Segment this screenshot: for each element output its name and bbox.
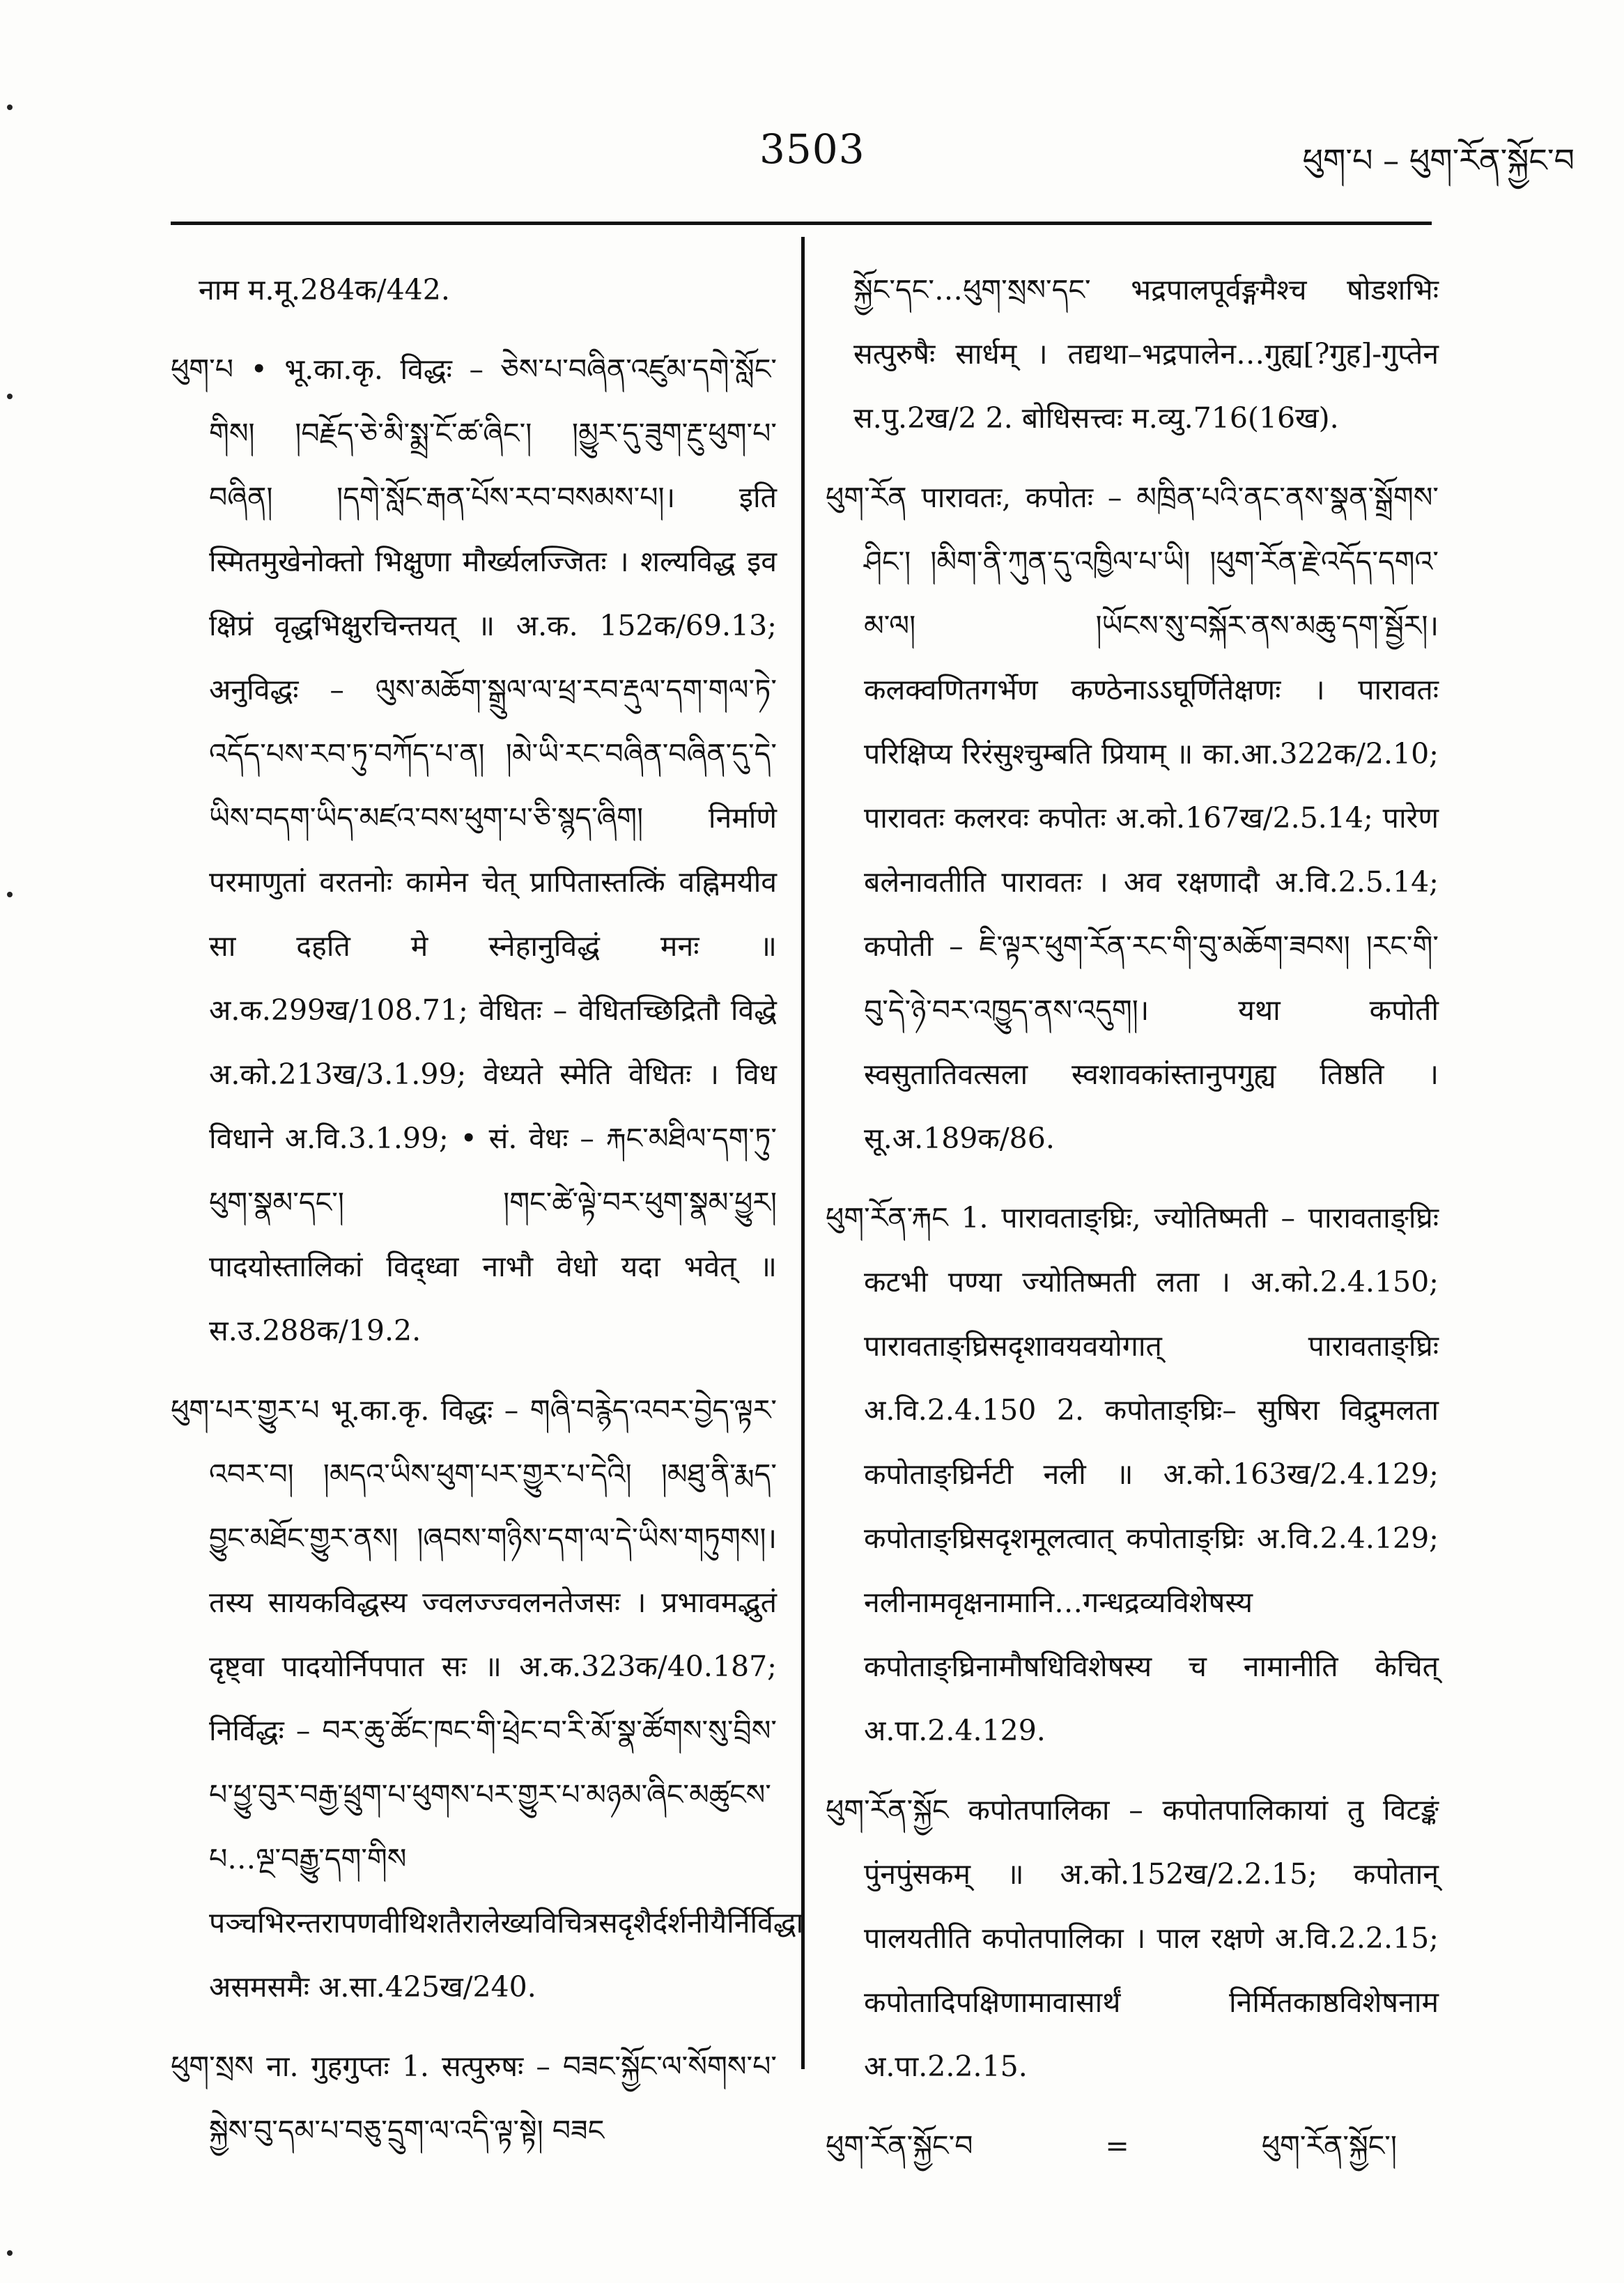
dictionary-entry: ཕུག་པར་གྱུར་པ भू.का.कृ. विद्धः – གཞི་བརྙེད་འབར་བྱེད་ལྟར་འབར་བ། །མདའ་ཡིས་ཕུག་པར་གྱུར་པ་དེའི། །མཐུ་ནི་རྨད་བྱུང་མཐོང་གྱུར་ནས། །ཞབས་གཉིས་དག་ལ་དེ་ཡིས་གཏུགས།। तस्य सायकविद्धस्य ज्वलज्ज्वलनतेजसः । प्रभावमद्भुतं दृष्ट्वा पादयोर्निपपात सः ॥ अ.क.323क/40.187; निर्विद्धः – བར་ཆུ་ཚོང་ཁང་གི་ཕྲེང་བ་རི་མོ་སྣ་ཚོགས་སུ་བྲིས་པ་ཕྱུ་བུར་བརྒྱ་ཕྲུག་པ་ཕུགས་པར་གྱུར་པ་མཉམ་ཞིང་མཚུངས་པ…ལྔ་བརྒྱུ་དག་གིས पञ्चभिरन्तरापणवीथिशतैरालेख्यविचित्रसदृशैर्दर्शनीयैर्निर्विद्धा असमसमैः अ.सा.425ख/240. <box>171 1393 804 2004</box>
entry-continuation: नाम म.मू.284क/442. <box>199 273 450 307</box>
scan-mark <box>7 2250 13 2256</box>
equals-sign: = <box>1105 2129 1129 2162</box>
dictionary-entry: ཕུག་རོན་སྐྱོང कपोतपालिका – कपोतपालिकायां तु विटङ्कं पुंनपुंसकम् ॥ अ.को.152ख/2.2.15; कपोतान् पालयतीति कपोतपालिका । पाल रक्षणे अ.वि.2.2.15; कपोतादिपक्षिणामावासार्थं निर्मितकाष्ठविशेषनाम अ.पा.2.2.15. <box>826 1793 1439 2083</box>
page-number: 3503 <box>759 125 865 173</box>
left-column <box>171 258 804 2178</box>
dictionary-entry: ཕུག་རོན་རྐང 1. पारावताङ्घ्रिः, ज्योतिष्मती – पारावताङ्घ्रिः कटभी पण्या ज्योतिष्मती लता । अ.को.2.4.150; पारावताङ्घ्रिसदृशावयवयोगात् पारावताङ्घ्रिः अ.वि.2.4.150 2. कपोताङ्घ्रिः– सुषिरा विद्रुमलता कपोताङ्घ्रिर्नटी नली ॥ अ.को.163ख/2.4.129; कपोताङ्घ्रिसदृशमूलत्वात् कपोताङ्घ्रिः अ.वि.2.4.129; नलीनामवृक्षनामानि…गन्धद्रव्यविशेषस्य कपोताङ्घ्रिनामौषधिविशेषस्य च नामानीति केचित् अ.पा.2.4.129. <box>826 1201 1439 1747</box>
scan-mark <box>7 394 13 399</box>
dictionary-entry: ཕུག་སྲས ना. गुहगुप्तः 1. सत्पुरुषः – བཟང་སྐྱོང་ལ་སོགས་པ་སྐྱེས་བུ་དམ་པ་བཅུ་དྲུག་ལ་འདི་ལྟ་སྟེ། བཟང <box>171 2050 777 2147</box>
guide-words: ཕུག་པ – ཕུག་རོན་སྐྱོང་བ <box>1302 141 1575 179</box>
scan-mark <box>7 105 13 110</box>
dictionary-entry: ཕུག་པ • भू.का.कृ. विद्धः – ཅེས་པ་བཞིན་འཛུམ་དགེ་སློང་གིས། །བརྗོད་ཅེ་མི་སྨྲ་ངོ་ཚ་ཞིང་། །མྱུར་དུ་ཟུག་རྔུ་ཕུག་པ་བཞིན། །དགེ་སློང་རྒན་པོས་རབ་བསམས་པ།। इति स्मितमुखेनोक्तो भिक्षुणा मौर्ख्यलज्जितः । शल्यविद्ध इव क्षिप्रं वृद्धभिक्षुरचिन्तयत् ॥ अ.क. 152क/69.13; अनुविद्धः – ལུས་མཆོག་སྒྲུལ་ལ་ཕྲ་རབ་རྡུལ་དག་གལ་ཏེ་འདོད་པས་རབ་ཏུ་བཀོད་པ་ན། །མེ་ཡི་རང་བཞིན་བཞིན་དུ་དེ་ཡིས་བདག་ཡིད་མཛའ་བས་ཕུག་པ་ཅི་སྙད་ཞིག། निर्माणे परमाणुतां वरतनोः कामेन चेत् प्रापितास्तत्किं वह्निमयीव सा दहति मे स्नेहानुविद्धं मनः ॥ अ.क.299ख/108.71; वेधितः – वेधितच्छिद्रितौ विद्धे अ.को.213ख/3.1.99; वेध्यते स्मेति वेधितः । विध विधाने अ.वि.3.1.99; • सं. वेधः – རྐང་མཐིལ་དག་ཏུ་ཕུག་སྣམ་དང་། །གང་ཚེ་ལྟེ་བར་ཕུག་སྣམ་ཕྱུར། पादयोस्तालिकां विद्ध्वा नाभौ वेधो यदा भवेत् ॥ स.उ.288क/19.2. <box>171 353 777 1347</box>
dictionary-entry: ཕུག་རོན पारावतः, कपोतः – མཁྲིན་པའི་ནང་ནས་སྣན་སྒྲོགས་ཤིང་། །མིག་ནི་ཀུན་དུ་འཁྱིལ་པ་ཡི། །ཕུག་རོན་རྗེ་འདོད་དགའ་མ་ལ། །ཡོངས་སུ་བསྐོར་ནས་མཆུ་དག་སྦྱོར།। कलक्वणितगर्भेण कण्ठेनाऽऽघूर्णितेक्षणः । पारावतः परिक्षिप्य रिरंसुश्चुम्बति प्रियाम् ॥ का.आ.322क/2.10; पारावतः कलरवः कपोतः अ.को.167ख/2.5.14; पारेण बलेनावतीति पारावतः । अव रक्षणादौ अ.वि.2.5.14; कपोती – ཇི་ལྟར་ཕུག་རོན་རང་གི་བུ་མཆོག་ཟབས། །རང་གི་བུ་དེ་ཉེ་བར་འཁྱུད་ནས་འདུག།। यथा कपोती स्वसुतातिवत्सला स्वशावकांस्तानुपगुह्य तिष्ठति । सू.अ.189क/86. <box>826 481 1439 1155</box>
cross-reference-headword: ཕུག་རོན་སྐྱོང་བ <box>826 2129 973 2162</box>
right-column <box>826 258 1439 2178</box>
header-rule <box>171 222 1432 225</box>
cross-reference-target: ཕུག་རོན་སྐྱོང་། <box>1261 2129 1397 2162</box>
entry-continuation: སྐྱོང་དང་…ཕུག་སྲས་དང་ भद्रपालपूर्वङ्गमैश्च षोडशभिः सत्पुरुषैः सार्धम् । तद्यथा–भद्रपालेन…गुह्य[?गुह]-गुप्तेन स.पु.2ख/2 2. बोधिसत्त्वः म.व्यु.716(16ख). <box>853 273 1439 435</box>
cross-reference-entry <box>826 2114 1439 2178</box>
column-divider <box>801 237 805 2069</box>
scan-mark <box>7 892 13 897</box>
